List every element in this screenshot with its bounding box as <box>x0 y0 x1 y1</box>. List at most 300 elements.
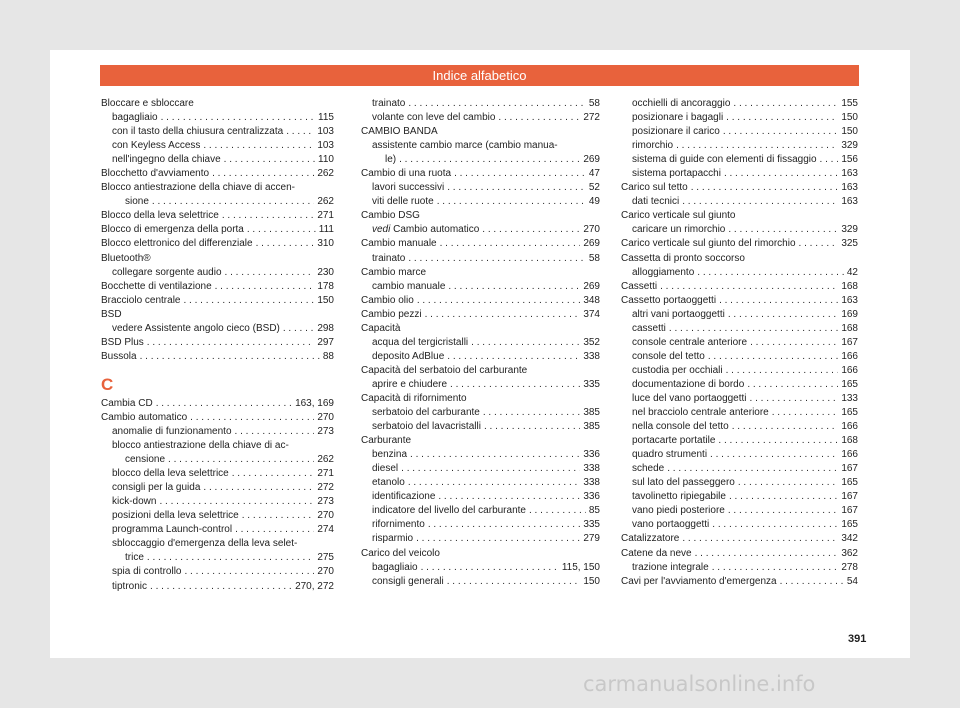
dot-leader <box>408 476 581 490</box>
dot-leader <box>256 237 315 251</box>
dot-leader <box>225 266 315 280</box>
entry-page-ref[interactable]: 272 <box>583 112 600 124</box>
dot-leader <box>729 490 838 504</box>
index-entry[interactable] <box>621 392 858 406</box>
index-heading: Cassetta di pronto soccorso <box>621 252 745 264</box>
entry-page-ref[interactable]: 169 <box>841 308 858 320</box>
index-entry[interactable] <box>621 504 858 518</box>
index-heading: CAMBIO BANDA <box>361 126 438 138</box>
entry-page-ref[interactable]: 338 <box>583 477 600 489</box>
index-entry[interactable] <box>361 111 600 125</box>
index-heading: sbloccaggio d'emergenza della leva selet- <box>112 538 298 550</box>
entry-term: posizionare il carico <box>632 126 720 138</box>
watermark: carmanualsonline.info <box>583 672 816 696</box>
entry-term: Cambio olio <box>361 294 414 306</box>
entry-page-ref[interactable]: 336 <box>583 491 600 503</box>
index-entry[interactable] <box>621 308 858 322</box>
entry-term: schede <box>632 463 665 475</box>
dot-leader <box>724 167 838 181</box>
entry-page-ref[interactable]: 310 <box>317 238 334 250</box>
entry-page-ref[interactable]: 262 <box>317 168 334 180</box>
index-heading: Carico del veicolo <box>361 547 440 559</box>
dot-leader <box>401 462 580 476</box>
dot-leader <box>447 350 580 364</box>
index-entry[interactable] <box>621 420 858 434</box>
index-heading: Carico verticale sul giunto <box>621 210 736 222</box>
dot-leader <box>691 181 839 195</box>
entry-term: vano portaoggetti <box>632 519 710 531</box>
index-entry[interactable] <box>101 322 334 336</box>
entry-term: Cambio pezzi <box>361 308 422 320</box>
entry-page-ref[interactable]: 362 <box>841 547 858 559</box>
index-entry[interactable] <box>621 167 858 181</box>
entry-page-ref[interactable]: 178 <box>317 280 334 292</box>
entry-page-ref[interactable]: 270 <box>317 411 334 423</box>
index-entry[interactable] <box>361 518 600 532</box>
entry-term: nella console del tetto <box>632 421 729 433</box>
dot-leader <box>820 153 839 167</box>
dot-leader <box>147 336 315 350</box>
entry-term: trazione integrale <box>632 561 709 573</box>
entry-term: trainato <box>372 252 406 264</box>
dot-leader <box>408 252 586 266</box>
entry-page-ref[interactable]: 168 <box>841 280 858 292</box>
index-entry[interactable] <box>101 481 334 495</box>
index-entry[interactable] <box>621 223 858 237</box>
entry-page-ref[interactable]: 150 <box>841 112 858 124</box>
entry-page-ref[interactable]: 42 <box>846 266 858 278</box>
index-entry[interactable] <box>361 420 600 434</box>
index-entry[interactable] <box>621 462 858 476</box>
index-entry[interactable] <box>621 280 858 294</box>
index-entry[interactable] <box>361 462 600 476</box>
entry-term: benzina <box>372 449 408 461</box>
dot-leader <box>235 523 314 537</box>
index-entry[interactable] <box>621 547 858 561</box>
index-entry[interactable] <box>101 453 334 467</box>
entry-term: documentazione di bordo <box>632 378 745 390</box>
entry-page-ref[interactable]: 279 <box>583 533 600 545</box>
entry-page-ref[interactable]: 271 <box>317 468 334 480</box>
dot-leader <box>676 139 838 153</box>
dot-leader <box>718 434 838 448</box>
entry-page-ref[interactable]: 165 <box>841 519 858 531</box>
entry-page-ref[interactable]: 269 <box>583 280 600 292</box>
index-entry[interactable] <box>101 551 334 565</box>
entry-see-prefix: vedi <box>372 224 391 236</box>
dot-leader <box>438 490 580 504</box>
entry-term: Cambio manuale <box>361 238 437 250</box>
index-column-1 <box>101 97 334 594</box>
entry-term: luce del vano portaoggetti <box>632 392 747 404</box>
entry-page-ref[interactable]: 115 <box>318 112 334 124</box>
entry-term: serbatoio del lavacristalli <box>372 421 481 433</box>
index-entry[interactable] <box>361 378 600 392</box>
entry-term: kick-down <box>112 496 157 508</box>
entry-term: Carico sul tetto <box>621 182 688 194</box>
entry-page-ref[interactable]: 270 <box>317 566 334 578</box>
dot-leader <box>682 532 838 546</box>
dot-leader <box>428 518 581 532</box>
entry-term: Blocco di emergenza della porta <box>101 224 244 236</box>
entry-page-ref[interactable]: 163 <box>841 196 858 208</box>
index-entry[interactable] <box>361 181 600 195</box>
index-entry[interactable] <box>101 495 334 509</box>
entry-term: identificazione <box>372 491 436 503</box>
entry-term: consigli per la guida <box>112 482 201 494</box>
index-entry[interactable] <box>621 350 858 364</box>
index-entry[interactable] <box>361 153 600 167</box>
index-entry[interactable] <box>621 490 858 504</box>
entry-term: Cavi per l'avviamento d'emergenza <box>621 575 777 587</box>
index-entry[interactable] <box>361 280 600 294</box>
entry-term: tavolinetto ripiegabile <box>632 491 726 503</box>
entry-page-ref[interactable]: 167 <box>841 336 858 348</box>
dot-leader <box>242 509 315 523</box>
index-heading: assistente cambio marce (cambio manua- <box>372 140 558 152</box>
index-entry[interactable] <box>361 448 600 462</box>
entry-page-ref[interactable]: 273 <box>317 425 334 437</box>
entry-term: posizionare i bagagli <box>632 112 724 124</box>
entry-page-ref[interactable]: 52 <box>588 182 600 194</box>
dot-leader <box>710 448 838 462</box>
index-entry[interactable] <box>101 523 334 537</box>
dot-leader <box>726 111 838 125</box>
index-heading: Cambio marce <box>361 266 427 278</box>
entry-term: viti delle ruote <box>372 196 434 208</box>
index-entry[interactable] <box>621 181 858 195</box>
index-entry[interactable] <box>361 490 600 504</box>
entry-page-ref[interactable]: 269 <box>583 154 600 166</box>
entry-page-ref[interactable]: 165 <box>841 477 858 489</box>
index-entry[interactable] <box>361 294 600 308</box>
entry-term: rimorchio <box>632 140 674 152</box>
index-entry[interactable] <box>621 378 858 392</box>
index-entry[interactable] <box>361 223 600 237</box>
index-entry[interactable] <box>621 532 858 546</box>
entry-page-ref[interactable]: 150 <box>317 294 334 306</box>
entry-page-ref[interactable]: 348 <box>583 294 600 306</box>
entry-page-ref[interactable]: 329 <box>841 140 858 152</box>
dot-leader <box>738 476 838 490</box>
index-entry[interactable] <box>361 252 600 266</box>
index-entry[interactable] <box>621 406 858 420</box>
index-entry[interactable] <box>621 364 858 378</box>
entry-term: sistema portapacchi <box>632 168 721 180</box>
entry-page-ref[interactable]: 133 <box>841 392 858 404</box>
index-entry[interactable] <box>621 476 858 490</box>
dot-leader <box>184 565 314 579</box>
entry-page-ref[interactable]: 385 <box>583 407 600 419</box>
index-entry[interactable] <box>101 195 334 209</box>
entry-term: Carico verticale sul giunto del rimorchio <box>621 238 796 250</box>
index-entry[interactable] <box>621 448 858 462</box>
dot-leader <box>425 308 581 322</box>
entry-term: serbatoio del carburante <box>372 407 480 419</box>
dot-leader <box>150 580 292 594</box>
index-entry[interactable] <box>101 425 334 439</box>
entry-page-ref[interactable]: 338 <box>583 463 600 475</box>
entry-page-ref[interactable]: 110 <box>318 154 334 166</box>
entry-page-ref[interactable]: 297 <box>317 336 334 348</box>
index-entry[interactable] <box>361 195 600 209</box>
entry-term: console centrale anteriore <box>632 336 748 348</box>
entry-term: Blocchetto d'avviamento <box>101 168 210 180</box>
dot-leader <box>708 350 838 364</box>
entry-term: spia di controllo <box>112 566 182 578</box>
entry-page-ref[interactable]: 165 <box>841 407 858 419</box>
index-entry[interactable] <box>101 336 334 350</box>
entry-term: Cambia CD <box>101 397 153 409</box>
index-entry[interactable] <box>621 125 858 139</box>
entry-page-ref[interactable]: 335 <box>583 378 600 390</box>
entry-page-ref[interactable]: 278 <box>841 561 858 573</box>
entry-page-ref[interactable]: 270 <box>317 510 334 522</box>
index-entry[interactable] <box>101 411 334 425</box>
index-entry[interactable] <box>101 565 334 579</box>
entry-term: caricare un rimorchio <box>632 224 726 236</box>
entry-term: Blocco della leva selettrice <box>101 210 219 222</box>
index-entry[interactable] <box>361 237 600 251</box>
entry-page-ref[interactable]: 325 <box>841 238 858 250</box>
index-entry[interactable] <box>361 532 600 546</box>
dot-leader <box>471 336 580 350</box>
dot-leader <box>410 448 580 462</box>
entry-page-ref[interactable]: 163 <box>841 168 858 180</box>
entry-page-ref[interactable]: 298 <box>317 322 334 334</box>
entry-page-ref[interactable]: 271 <box>317 210 334 222</box>
entry-page-ref[interactable]: 163, 169 <box>295 397 334 409</box>
dot-leader <box>159 495 314 509</box>
entry-page-ref[interactable]: 115, 150 <box>561 561 600 573</box>
index-entry[interactable] <box>361 476 600 490</box>
dot-leader <box>448 280 580 294</box>
entry-page-ref[interactable]: 85 <box>588 505 600 517</box>
entry-term: indicatore del livello del carburante <box>372 505 526 517</box>
entry-term: programma Launch-control <box>112 524 233 536</box>
entry-page-ref[interactable]: 166 <box>841 421 858 433</box>
index-entry[interactable] <box>101 153 334 167</box>
entry-page-ref[interactable]: 103 <box>317 140 334 152</box>
entry-page-ref[interactable]: 58 <box>588 98 600 109</box>
entry-page-ref[interactable]: 156 <box>841 154 858 166</box>
entry-page-ref[interactable]: 273 <box>317 496 334 508</box>
index-entry[interactable] <box>361 97 600 111</box>
dot-leader <box>183 294 314 308</box>
entry-page-ref[interactable]: 338 <box>583 350 600 362</box>
index-entry[interactable] <box>361 167 600 181</box>
entry-page-ref[interactable]: 150 <box>841 126 858 138</box>
index-entry[interactable] <box>621 561 858 575</box>
entry-term: alloggiamento <box>632 266 695 278</box>
entry-page-ref[interactable]: 155 <box>841 98 858 109</box>
entry-page-ref[interactable]: 374 <box>583 308 600 320</box>
entry-page-ref[interactable]: 270, 272 <box>295 580 334 592</box>
entry-page-ref[interactable]: 49 <box>588 196 600 208</box>
dot-leader <box>408 97 586 111</box>
dot-leader <box>440 237 581 251</box>
index-entry[interactable] <box>361 504 600 518</box>
index-entry[interactable] <box>621 195 858 209</box>
entry-term: acqua del tergicristalli <box>372 336 469 348</box>
index-entry[interactable] <box>101 167 334 181</box>
dot-leader <box>728 308 838 322</box>
index-entry[interactable] <box>621 237 858 251</box>
entry-term: sistema di guide con elementi di fissaggio <box>632 154 817 166</box>
dot-leader <box>417 294 581 308</box>
index-entry[interactable] <box>361 561 600 575</box>
entry-page-ref[interactable]: 385 <box>583 421 600 433</box>
index-entry[interactable] <box>361 336 600 350</box>
entry-page-ref[interactable]: 168 <box>841 322 858 334</box>
entry-page-ref[interactable]: 329 <box>841 224 858 236</box>
dot-leader <box>483 406 580 420</box>
index-heading: Blocco antiestrazione della chiave di accen- <box>101 182 295 194</box>
dot-leader <box>712 518 838 532</box>
index-entry[interactable] <box>621 97 858 111</box>
entry-page-ref[interactable]: 274 <box>317 524 334 536</box>
index-entry[interactable] <box>101 223 334 237</box>
dot-leader <box>529 504 586 518</box>
entry-page-ref[interactable]: 230 <box>317 266 334 278</box>
entry-page-ref[interactable]: 54 <box>846 575 858 587</box>
page-number: 391 <box>848 633 867 645</box>
entry-page-ref[interactable]: 275 <box>317 552 334 564</box>
dot-leader <box>454 167 586 181</box>
index-entry[interactable] <box>101 397 334 411</box>
dot-leader <box>447 575 581 589</box>
index-entry[interactable] <box>621 111 858 125</box>
index-entry[interactable] <box>621 322 858 336</box>
entry-term: nell'ingegno della chiave <box>112 154 221 166</box>
index-entry[interactable] <box>101 266 334 280</box>
index-entry[interactable] <box>101 139 334 153</box>
entry-term: cassetti <box>632 322 666 334</box>
entry-page-ref[interactable]: 270 <box>583 224 600 236</box>
index-entry[interactable] <box>101 280 334 294</box>
index-entry[interactable] <box>621 336 858 350</box>
dot-leader <box>437 195 586 209</box>
entry-term: BSD Plus <box>101 336 144 348</box>
entry-page-ref[interactable]: 166 <box>841 350 858 362</box>
index-heading: Bloccare e sbloccare <box>101 98 194 109</box>
index-entry[interactable] <box>101 125 334 139</box>
dot-leader <box>660 280 838 294</box>
entry-page-ref[interactable]: 163 <box>841 294 858 306</box>
entry-term: Bocchette di ventilazione <box>101 280 212 292</box>
index-heading: Carburante <box>361 435 412 447</box>
dot-leader <box>712 561 839 575</box>
entry-term: etanolo <box>372 477 405 489</box>
entry-page-ref[interactable]: 58 <box>588 252 600 264</box>
dot-leader <box>215 280 315 294</box>
index-column-2 <box>361 97 600 589</box>
index-entry[interactable] <box>621 294 858 308</box>
entry-term: Bussola <box>101 350 137 362</box>
entry-page-ref[interactable]: 88 <box>322 350 334 362</box>
entry-term: dati tecnici <box>632 196 680 208</box>
index-entry[interactable] <box>101 237 334 251</box>
index-heading: BSD <box>101 308 122 320</box>
dot-leader <box>732 420 839 434</box>
index-entry[interactable] <box>361 406 600 420</box>
index-entry[interactable] <box>621 434 858 448</box>
index-entry[interactable] <box>621 518 858 532</box>
entry-term: diesel <box>372 463 399 475</box>
index-entry[interactable] <box>101 580 334 594</box>
entry-term: consigli generali <box>372 575 444 587</box>
entry-page-ref[interactable]: 103 <box>317 126 334 138</box>
entry-page-ref[interactable]: 262 <box>317 196 334 208</box>
index-entry[interactable] <box>101 350 334 364</box>
index-heading: Capacità <box>361 322 401 334</box>
entry-term: Catalizzatore <box>621 533 680 545</box>
entry-page-ref[interactable]: 150 <box>583 575 600 587</box>
entry-page-ref[interactable]: 269 <box>583 238 600 250</box>
entry-term: risparmio <box>372 533 414 545</box>
index-entry[interactable] <box>361 575 600 589</box>
entry-page-ref[interactable]: 262 <box>317 454 334 466</box>
index-entry[interactable] <box>101 209 334 223</box>
index-entry[interactable] <box>621 266 858 280</box>
entry-term: portacarte portatile <box>632 435 716 447</box>
entry-page-ref[interactable]: 166 <box>841 449 858 461</box>
entry-page-ref[interactable]: 168 <box>841 435 858 447</box>
entry-page-ref[interactable]: 352 <box>583 336 600 348</box>
dot-leader <box>726 364 839 378</box>
entry-term: rifornimento <box>372 519 425 531</box>
entry-page-ref[interactable]: 165 <box>841 378 858 390</box>
entry-page-ref[interactable]: 167 <box>841 505 858 517</box>
entry-term: occhielli di ancoraggio <box>632 98 731 109</box>
entry-page-ref[interactable]: 167 <box>841 463 858 475</box>
dot-leader <box>286 125 314 139</box>
dot-leader <box>799 237 839 251</box>
entry-term: vedere Assistente angolo cieco (BSD) <box>112 322 280 334</box>
index-entry[interactable] <box>361 350 600 364</box>
dot-leader <box>482 223 580 237</box>
entry-page-ref[interactable]: 47 <box>588 168 600 180</box>
entry-page-ref[interactable]: 342 <box>841 533 858 545</box>
section-letter: C <box>101 374 114 394</box>
index-entry[interactable] <box>101 467 334 481</box>
index-entry[interactable] <box>621 575 858 589</box>
entry-term: trainato <box>372 98 406 109</box>
index-entry[interactable] <box>621 153 858 167</box>
entry-page-ref[interactable]: 163 <box>841 182 858 194</box>
index-heading: Cambio DSG <box>361 210 420 222</box>
entry-term: Blocco elettronico del differenziale <box>101 238 253 250</box>
dot-leader <box>719 294 838 308</box>
index-entry[interactable] <box>621 139 858 153</box>
dot-leader <box>498 111 580 125</box>
index-entry[interactable] <box>101 294 334 308</box>
entry-page-ref[interactable]: 335 <box>583 519 600 531</box>
entry-term: le) <box>385 154 397 166</box>
entry-page-ref[interactable]: 167 <box>841 491 858 503</box>
dot-leader <box>161 111 315 125</box>
dot-leader <box>416 532 580 546</box>
index-entry[interactable] <box>101 509 334 523</box>
index-entry[interactable] <box>361 308 600 322</box>
entry-page-ref[interactable]: 166 <box>841 364 858 376</box>
entry-page-ref[interactable]: 111 <box>318 224 334 236</box>
entry-page-ref[interactable]: 336 <box>583 449 600 461</box>
index-entry[interactable] <box>101 111 334 125</box>
entry-page-ref[interactable]: 272 <box>317 482 334 494</box>
entry-term: custodia per occhiali <box>632 364 723 376</box>
entry-term: trice <box>125 552 144 564</box>
